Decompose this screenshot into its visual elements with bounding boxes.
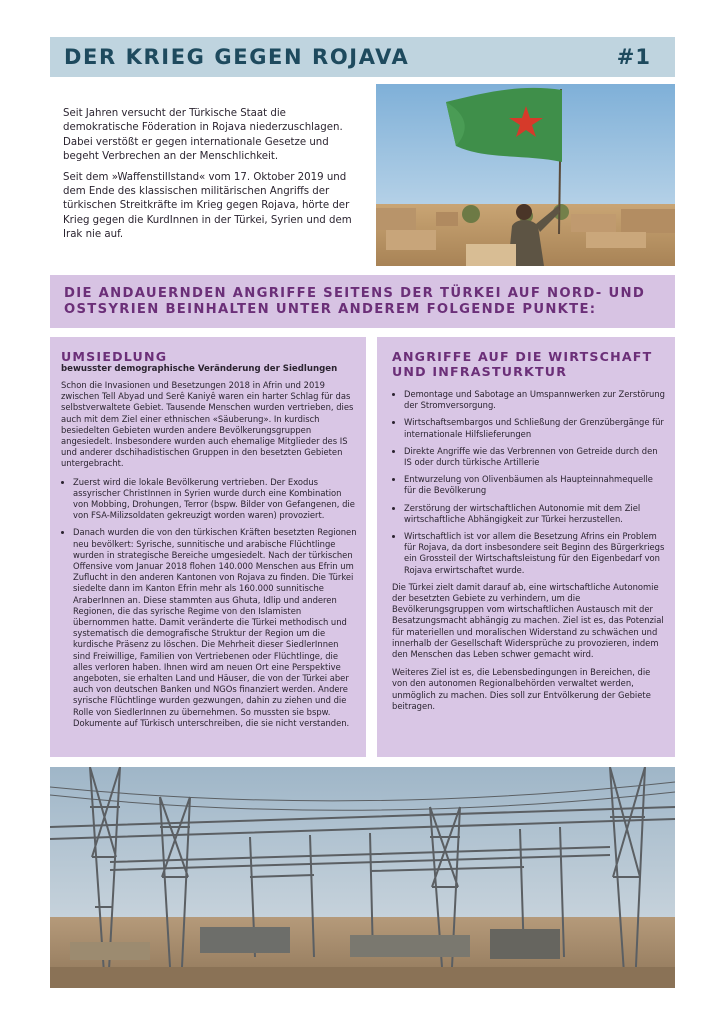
list-item: • Direkte Angriffe wie das Verbrennen von Getreide durch den IS oder durch türkische Artillerie xyxy=(404,446,666,468)
list-item: • Wirtschaftsembargos und Schließung der Grenzübergänge für internationale Hilfslieferungen xyxy=(404,417,666,439)
flag-photo xyxy=(376,84,675,266)
issue-number: #1 xyxy=(616,45,651,69)
list-item: • Entwurzelung von Olivenbäumen als Haupteinnahmequelle für die Bevölkerung xyxy=(404,474,666,496)
banner-heading: DIE ANDAUERNDEN ANGRIFFE SEITENS DER TÜRKEI AUF NORD- UND OSTSYRIEN BEINHALTEN UNTER ANDEREM FOLGENDE PUNKTE: xyxy=(64,286,646,317)
list-item: • Wirtschaftlich ist vor allem die Besetzung Afrins ein Problem für Rojava, da dort insbesondere seit Beginn des Bürgerkriegs ein Grossteil der Wirtschaftsleistung für den Eigenbedarf von Rojava erwirtschaftet wurde. xyxy=(404,531,666,576)
intro-paragraph-2: Seit dem »Waffenstillstand« vom 17. Oktober 2019 und dem Ende des klassischen militärischen Angriffs der türkischen Streitkräfte im Krieg gegen Rojava, hörte der Krieg gegen die KurdInnen in der Türkei, Syrien und dem Irak nie auf. xyxy=(63,171,352,241)
economy-section xyxy=(377,337,675,757)
resettlement-paragraph: Schon die Invasionen und Besetzungen 2018 in Afrin und 2019 zwischen Tell Abyad und Serê Kaniyê waren ein harter Schlag für das selbstverwaltete Gebiet. Tausende Menschen wurden vertrieben, dies auch mit dem Ziel einer ethnischen «Säuberung». In kurdisch besiedelten Gebieten wurden andere Bevölkerungsgruppen angesiedelt. Insbesondere wurden auch ehemalige Mitglieder des IS und anderer dschihadistischen Gruppen in den besetzten Gebieten untergebracht. xyxy=(61,380,354,469)
resettlement-section xyxy=(50,337,366,757)
economy-paragraph-2: Weiteres Ziel ist es, die Lebensbedingungen in Bereichen, die von den autonomen Regionalbehörden verwaltet werden, unmöglich zu machen. Dies soll zur Entvölkerung der Gebiete beitragen. xyxy=(392,667,651,711)
intro-text xyxy=(63,107,363,249)
list-item: • Zerstörung der wirtschaftlichen Autonomie mit dem Ziel wirtschaftliche Abhängigkeit zur Türkei herzustellen. xyxy=(404,503,666,525)
substation-photo xyxy=(50,767,675,988)
list-item: • Danach wurden die von den türkischen Kräften besetzten Regionen neu bevölkert: Syrische, sunnitische und arabische Flüchtlinge wurden in strategische Bereiche umgesiedelt. Nach der türkischen Offensive vom Januar 2018 flohen 140.000 Menschen aus Efrin um Zuflucht in den anderen Kantonen von Rojava zu finden. Die Türkei siedelte dann im Kanton Efrin mehr als 160.000 sunnitische AraberInnen an. Diese stammten aus Ghuta, Idlip und anderen Regionen, die das syrische Regime von den Islamisten übernommen hatte. Damit veränderte die Türkei methodisch und systematisch die demografische Struktur der Region um die kurdische Präsenz zu löschen. Die Mehrheit dieser SiedlerInnen sind Freiwillige, Familien von Vertriebenen oder Flüchtlinge, die alles verloren haben. Ihnen wird am neuen Ort eine Perspektive angeboten, sie erhalten Land und Häuser, die von der Türkei aber auch von deutschen Banken und NGOs finanziert werden. Andere syrische Flüchtlinge wurden gezwungen, dahin zu ziehen und die Rolle von SiedlerInnen zu übernehmen. So mussten sie bspw. Dokumente auf Türkisch unterschreiben, die sie nicht verstanden. xyxy=(73,527,357,729)
attacks-banner xyxy=(50,275,675,328)
section-title-resettlement: UMSIEDLUNG xyxy=(61,349,168,364)
section-title-economy: ANGRIFFE AUF DIE WIRTSCHAFT UND INFRASTURKTUR xyxy=(392,349,653,379)
section-subtitle-resettlement: bewusster demographische Veränderung der Siedlungen xyxy=(61,364,338,374)
page-title: DER KRIEG GEGEN ROJAVA xyxy=(64,45,410,69)
list-item: • Demontage und Sabotage an Umspannwerken zur Zerstörung der Stromversorgung. xyxy=(404,389,666,411)
flag-photo-image xyxy=(376,84,675,266)
substation-photo-image xyxy=(50,767,675,988)
page-header xyxy=(50,37,675,77)
economy-list xyxy=(392,389,666,576)
economy-paragraph-1: Die Türkei zielt damit darauf ab, eine wirtschaftliche Autonomie der besetzten Gebiete zu verhindern, um die Bevölkerungsgruppen vom wirtschaftlichen Austausch mit der Besatzungsmacht abhängig zu machen. Ziel ist es, das Potenzial für materiellen und moralischen Widerstand zu schwächen und innerhalb der Gesellschaft Widersprüche zu provozieren, indem den Menschen das Leben schwer gemacht wird. xyxy=(392,581,664,660)
intro-paragraph-1: Seit Jahren versucht der Türkische Staat die demokratische Föderation in Rojava niederzuschlagen. Dabei verstößt er gegen internationale Gesetze und begeht Verbrechen an der Menschlichkeit. xyxy=(63,108,343,163)
resettlement-list xyxy=(61,477,357,729)
list-item: • Zuerst wird die lokale Bevölkerung vertrieben. Der Exodus assyrischer ChristInnen in Syrien wurde durch eine Kombination von Mobbing, Drohungen, Terror (bspw. Bilder von Gefangenen, die von FSA-Milizsoldaten gekreuzigt worden waren) provoziert. xyxy=(73,477,357,522)
